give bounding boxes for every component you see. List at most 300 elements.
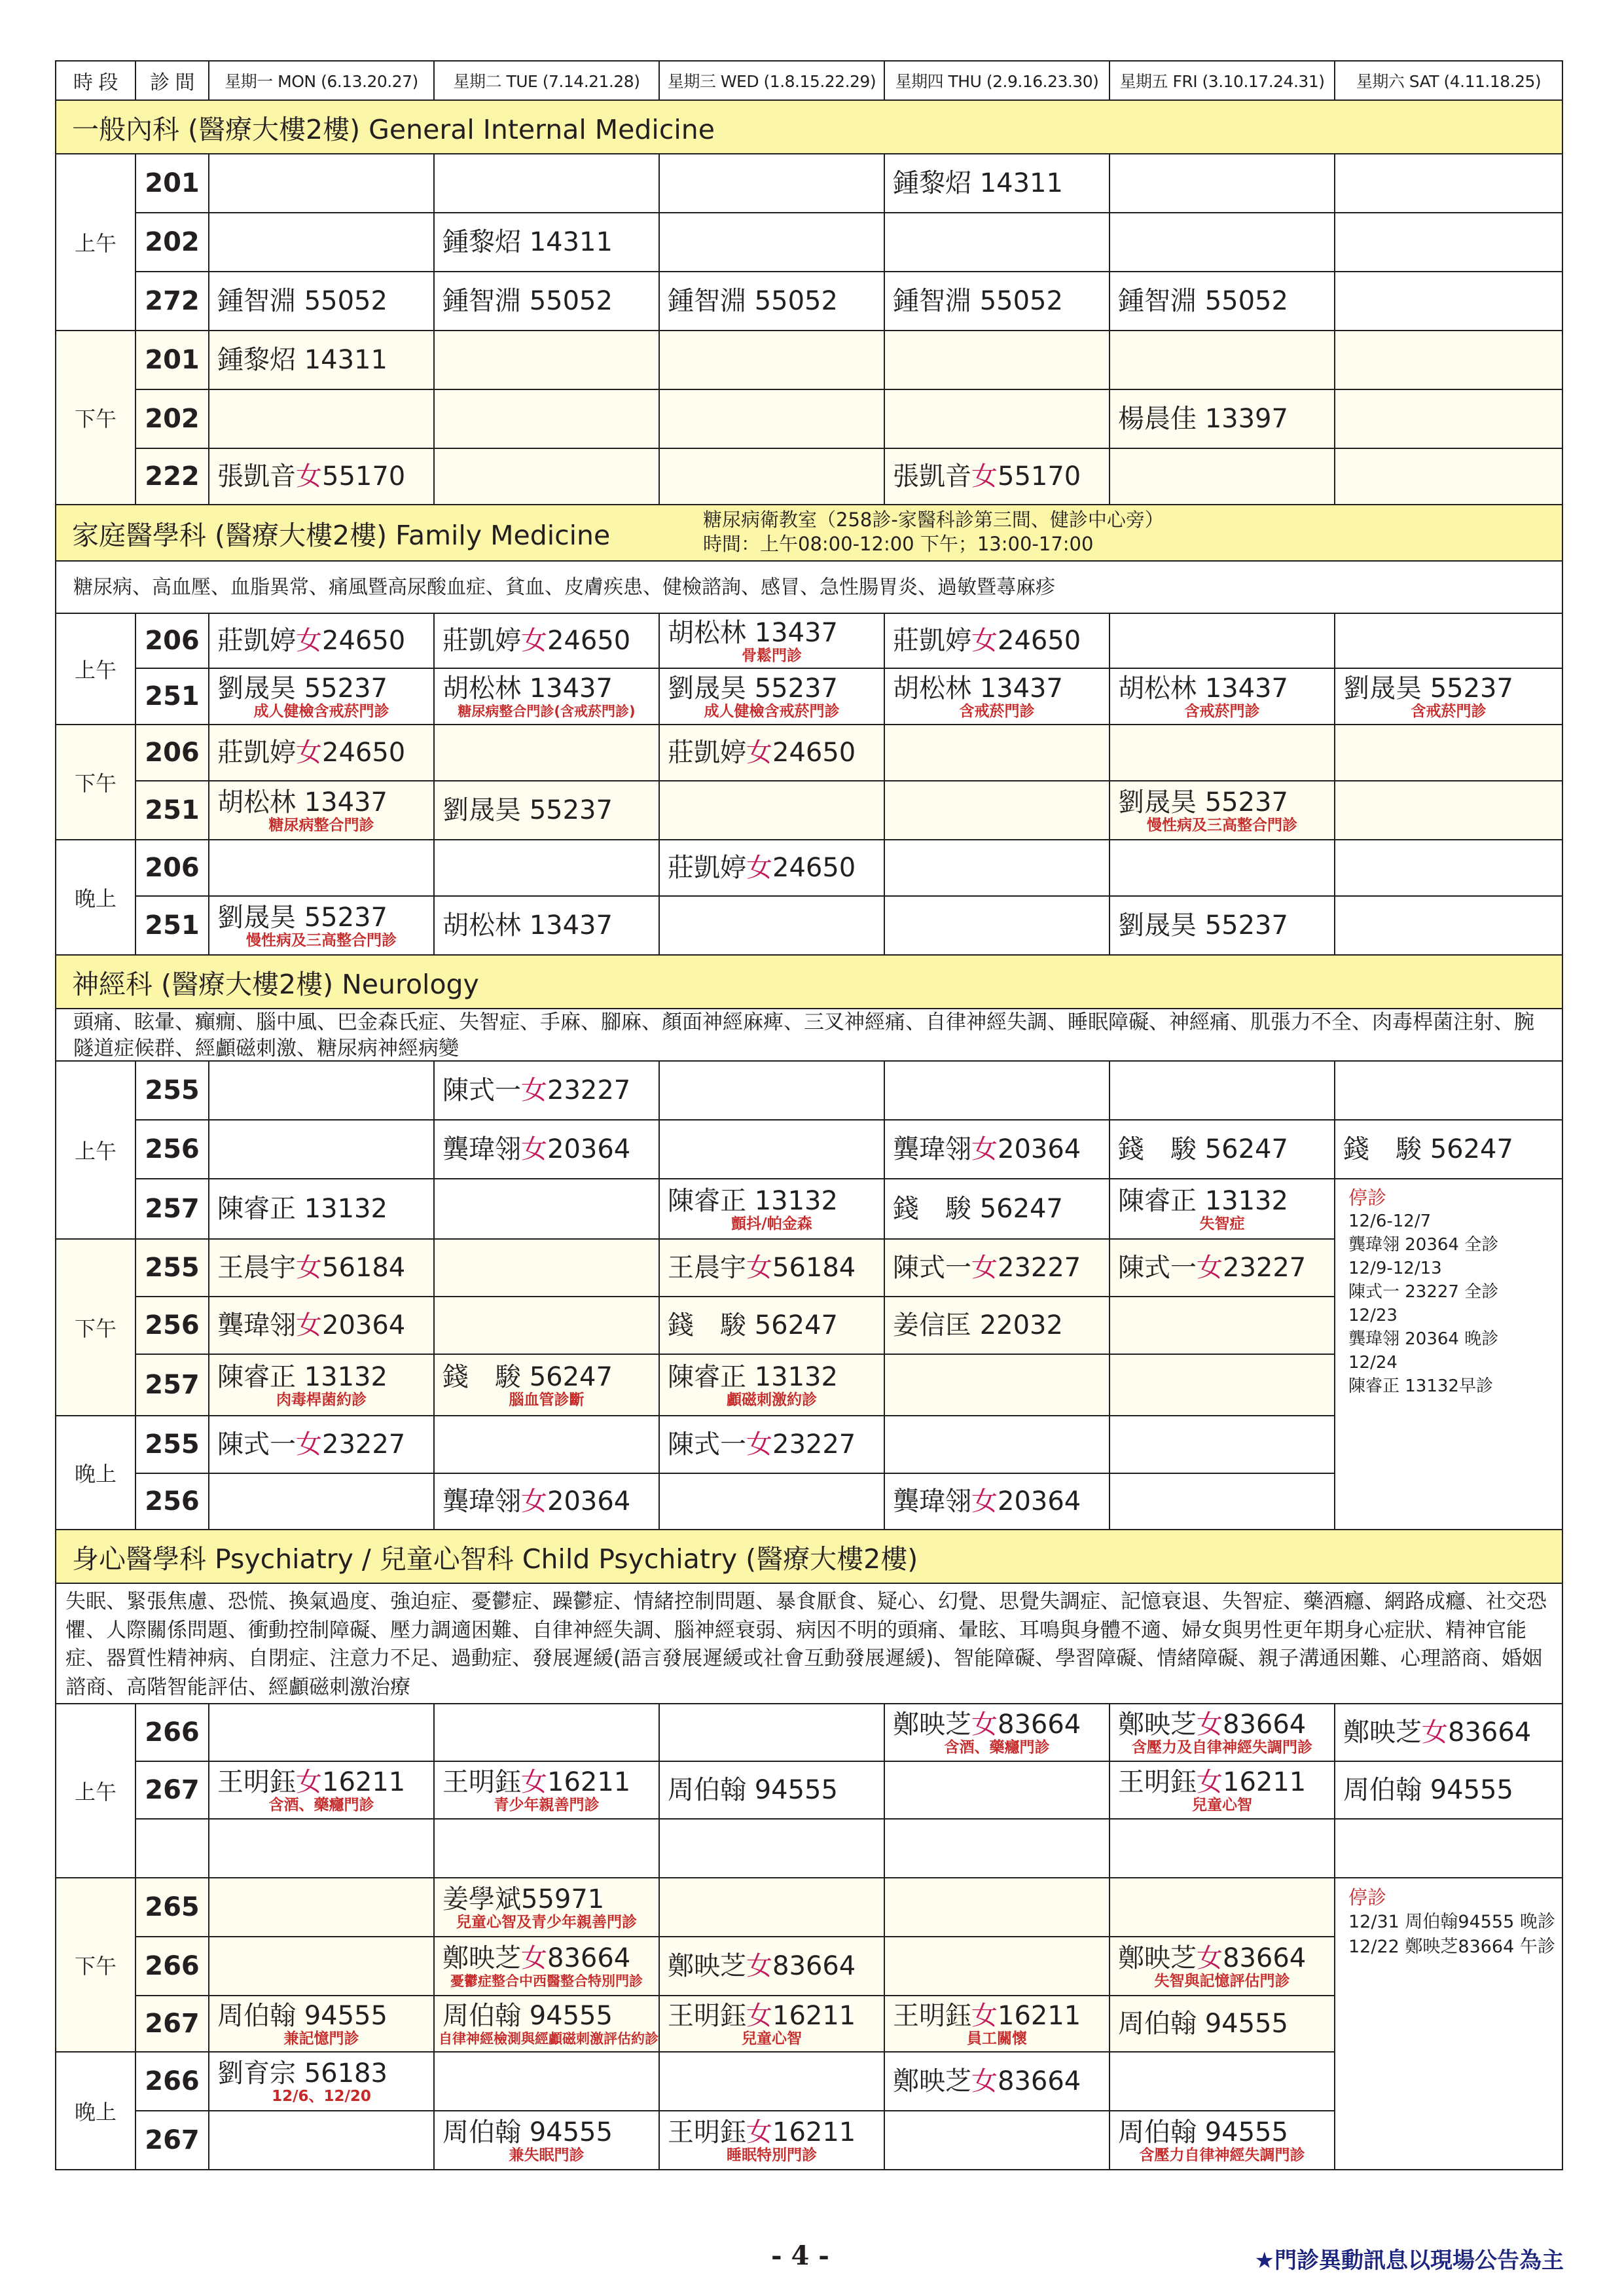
doctor-slot: [660, 1937, 885, 1996]
doctor-name: [442, 286, 659, 316]
doctor-name: [893, 1310, 1109, 1340]
female-marker: 女: [296, 461, 322, 492]
doctor-name: [1118, 1134, 1334, 1164]
doctor-slot: [885, 272, 1110, 331]
doctor-slot: [1110, 897, 1335, 956]
doctor-slot: [660, 2111, 885, 2170]
room-number: 206: [136, 725, 209, 781]
doctor-name-text: 陳式一: [217, 1429, 296, 1460]
doctor-name-text: 陳睿正 13132: [668, 1362, 838, 1392]
section-note: 糖尿病衛教室（258診-家醫科診第三間、健診中心旁） 時間：上午08:00-12:00 下午；13:00-17:00: [703, 509, 1164, 555]
doctor-name-text: 莊凱婷: [217, 738, 296, 768]
doctor-name-text: 姜信匡 22032: [893, 1310, 1063, 1340]
doctor-code: 20364: [322, 1310, 406, 1340]
doctor-code: 83664: [1223, 1710, 1307, 1740]
doctor-name: [668, 2117, 884, 2147]
empty-slot: [1110, 1062, 1335, 1121]
empty-slot: [885, 1416, 1110, 1474]
doctor-slot: [1110, 669, 1335, 725]
doctor-slot: [660, 1297, 885, 1355]
doctor-code: 20364: [998, 1134, 1081, 1164]
doctor-name-text: 張凱音: [217, 461, 296, 492]
doctor-name-text: 莊凱婷: [217, 626, 296, 656]
doctor-slot: [1335, 1704, 1563, 1762]
empty-slot: [1335, 154, 1563, 213]
clinic-subtitle: 兼記憶門診: [283, 2030, 359, 2047]
doctor-name-text: 鄭映芝: [1343, 1717, 1422, 1748]
section-description: 糖尿病、高血壓、血脂異常、痛風暨高尿酸血症、貧血、皮膚疾患、健檢諮詢、感冒、急性腸胃炎、過敏暨蕁麻疹: [55, 562, 1563, 614]
empty-slot: [1335, 614, 1563, 669]
doctor-name-text: 王明鈺: [217, 1767, 296, 1797]
doctor-code: 16211: [322, 1767, 406, 1797]
doctor-name: [217, 673, 433, 704]
section-title-text: 身心醫學科 Psychiatry / 兒童心智科 Child Psychiatry (醫療大樓2樓): [72, 1543, 918, 1575]
female-marker: 女: [971, 461, 998, 492]
doctor-name-text: 劉晟昊 55237: [1118, 910, 1288, 941]
doctor-slot: [435, 213, 660, 272]
empty-slot: [1335, 272, 1563, 331]
doctor-name: [893, 1134, 1109, 1164]
doctor-name: [893, 1486, 1109, 1516]
section-title: [55, 101, 1563, 154]
empty-slot: [435, 154, 660, 213]
doctor-name-text: 劉晟昊 55237: [668, 673, 838, 704]
female-marker: 女: [1197, 1253, 1223, 1283]
doctor-name: [442, 1767, 659, 1797]
doctor-name: [893, 461, 1109, 492]
doctor-code: 24650: [322, 626, 406, 656]
female-marker: 女: [521, 626, 547, 656]
doctor-name-text: 莊凱婷: [668, 853, 746, 883]
doctor-name: [668, 1310, 884, 1340]
doctor-slot: [209, 1179, 435, 1240]
doctor-name-text: 鄭映芝: [668, 1951, 746, 1981]
clinic-subtitle: 顫抖/帕金森: [731, 1215, 812, 1232]
female-marker: 女: [971, 1134, 998, 1164]
empty-slot: [209, 213, 435, 272]
doctor-name-text: 陳式一: [668, 1429, 746, 1460]
period-label: 晚上: [55, 1416, 136, 1530]
empty-slot: [1110, 213, 1335, 272]
room-number: 255: [136, 1416, 209, 1474]
doctor-code: 55170: [322, 461, 406, 492]
doctor-name-text: 莊凱婷: [668, 738, 746, 768]
cancellation-note-body: [1348, 1885, 1555, 1960]
empty-slot: [660, 897, 885, 956]
room-number: 251: [136, 897, 209, 956]
empty-slot: [885, 840, 1110, 897]
female-marker: 女: [296, 1429, 322, 1460]
room-number: 266: [136, 1937, 209, 1996]
doctor-name: [442, 227, 659, 257]
doctor-code: 56184: [322, 1253, 406, 1283]
doctor-slot: [209, 781, 435, 840]
empty-slot: [1335, 840, 1563, 897]
clinic-subtitle: 含戒菸門診: [1411, 703, 1487, 720]
female-marker: 女: [746, 1951, 772, 1981]
header-day: 星期六 SAT (4.11.18.25): [1335, 60, 1563, 101]
clinic-subtitle: 12/6、12/20: [272, 2088, 371, 2105]
doctor-slot: [209, 725, 435, 781]
doctor-name-text: 龔瑋翎: [217, 1310, 296, 1340]
cancellation-title: 停診: [1348, 1187, 1387, 1209]
doctor-name-text: 錢 駿 56247: [1118, 1134, 1288, 1164]
doctor-slot: [1110, 390, 1335, 449]
header-day: 星期二 TUE (7.14.21.28): [435, 60, 660, 101]
doctor-name: [217, 903, 433, 933]
doctor-slot: [209, 1355, 435, 1416]
doctor-name: [1118, 404, 1334, 434]
empty-slot: [660, 1474, 885, 1530]
female-marker: 女: [521, 1943, 547, 1973]
doctor-name: [217, 2001, 433, 2031]
doctor-name-text: 鄭映芝: [1118, 1710, 1197, 1740]
doctor-code: 55170: [998, 461, 1081, 492]
header-period: 時 段: [55, 60, 136, 101]
doctor-name: [217, 1253, 433, 1283]
empty-slot: [885, 1762, 1110, 1820]
room-number: 256: [136, 1474, 209, 1530]
clinic-subtitle: 含酒、藥癮門診: [268, 1797, 374, 1814]
doctor-name-text: 陳睿正 13132: [1118, 1186, 1288, 1216]
empty-slot: [885, 1062, 1110, 1121]
doctor-code: 20364: [998, 1486, 1081, 1516]
female-marker: 女: [971, 1486, 998, 1516]
female-marker: 女: [746, 1253, 772, 1283]
empty-slot: [1110, 1878, 1335, 1937]
doctor-name: [1343, 1775, 1562, 1805]
doctor-slot: [1110, 1179, 1335, 1240]
doctor-code: 23227: [322, 1429, 406, 1460]
doctor-slot: [1110, 1704, 1335, 1762]
room-number: 202: [136, 213, 209, 272]
doctor-name-text: 陳睿正 13132: [217, 1362, 388, 1392]
doctor-slot: [435, 1062, 660, 1121]
clinic-subtitle: 腦血管診斷: [509, 1391, 585, 1408]
clinic-subtitle: 糖尿病整合門診(含戒菸門診): [458, 704, 636, 719]
doctor-slot: [885, 2053, 1110, 2111]
doctor-slot: [1335, 1121, 1563, 1179]
empty-slot: [435, 390, 660, 449]
doctor-name: [668, 673, 884, 704]
doctor-name: [668, 853, 884, 883]
doctor-slot: [209, 2053, 435, 2111]
section-description: 失眠、緊張焦慮、恐慌、換氣過度、強迫症、憂鬱症、躁鬱症、情緒控制問題、暴食厭食、疑心、幻覺、思覺失調症、記憶衰退、失智症、藥酒癮、網路成癮、社交恐懼、人際關係問題、衝動控制障礙、壓力調適困難、自律神經失調、腦神經衰弱、病因不明的頭痛、暈眩、耳鳴與身體不適、婦女與男性更年期身心症狀、精神官能症、器質性精神病、自閉症、注意力不足、過動症、發展遲緩(語言發展遲緩或社會互動發展遲緩)、智能障礙、學習障礙、情緒障礙、親子溝通困難、心理諮商、婚姻諮商、高階智能評估、經顱磁刺激治療: [55, 1584, 1563, 1704]
doctor-name: [217, 1310, 433, 1340]
female-marker: 女: [296, 1253, 322, 1283]
doctor-name: [442, 1362, 659, 1392]
empty-slot: [1110, 725, 1335, 781]
empty-slot: [660, 2053, 885, 2111]
empty-slot: [885, 1820, 1110, 1878]
empty-slot: [1110, 154, 1335, 213]
doctor-name: [668, 1429, 884, 1460]
doctor-name-text: 周伯翰 94555: [442, 2117, 613, 2147]
clinic-subtitle: 失智症: [1199, 1215, 1245, 1232]
room-number: 256: [136, 1297, 209, 1355]
clinic-subtitle: 兒童心智: [1192, 1797, 1252, 1814]
doctor-slot: [209, 1416, 435, 1474]
empty-slot: [885, 2111, 1110, 2170]
doctor-name-text: 鄭映芝: [893, 1710, 971, 1740]
doctor-name: [668, 618, 884, 648]
header-room: 診 間: [136, 60, 209, 101]
room-number: 256: [136, 1121, 209, 1179]
empty-slot: [1110, 614, 1335, 669]
room-number: 266: [136, 1704, 209, 1762]
room-number: 201: [136, 331, 209, 390]
empty-slot: [660, 213, 885, 272]
doctor-name: [1118, 2117, 1334, 2147]
doctor-name: [893, 1253, 1109, 1283]
period-label: 晚上: [55, 2053, 136, 2170]
doctor-slot: [1110, 781, 1335, 840]
doctor-name: [668, 2001, 884, 2031]
empty-slot: [660, 154, 885, 213]
clinic-subtitle: 兼失眠門診: [509, 2147, 585, 2164]
doctor-name: [217, 1362, 433, 1392]
empty-slot: [1110, 1416, 1335, 1474]
doctor-name-text: 周伯翰 94555: [1343, 1775, 1513, 1805]
female-marker: 女: [1197, 1710, 1223, 1740]
room-number: 267: [136, 2111, 209, 2170]
cancellation-note-body: [1348, 1186, 1498, 1398]
doctor-name: [442, 910, 659, 941]
doctor-name-text: 陳式一: [893, 1253, 971, 1283]
doctor-code: 16211: [772, 2001, 856, 2031]
doctor-name: [1118, 673, 1334, 704]
doctor-name-text: 周伯翰 94555: [442, 2001, 613, 2031]
empty-slot: [1110, 1355, 1335, 1416]
room-number: 222: [136, 449, 209, 505]
period-label: 上午: [55, 614, 136, 725]
doctor-slot: [885, 1996, 1110, 2053]
empty-slot: [885, 725, 1110, 781]
female-marker: 女: [746, 1429, 772, 1460]
room-number: 266: [136, 2053, 209, 2111]
doctor-name: [668, 286, 884, 316]
doctor-code: 83664: [772, 1951, 856, 1981]
empty-slot: [209, 154, 435, 213]
doctor-slot: [1110, 1996, 1335, 2053]
period-label: 上午: [55, 1062, 136, 1240]
clinic-subtitle: 青少年親善門診: [494, 1797, 600, 1814]
doctor-slot: [435, 669, 660, 725]
empty-slot: [435, 1297, 660, 1355]
empty-slot: [660, 1121, 885, 1179]
female-marker: 女: [1422, 1717, 1448, 1748]
doctor-name: [217, 1429, 433, 1460]
doctor-name-text: 陳式一: [1118, 1253, 1197, 1283]
doctor-name: [1118, 1767, 1334, 1797]
empty-slot: [1335, 449, 1563, 505]
doctor-name-text: 鍾智淵 55052: [893, 286, 1063, 316]
section-title-text: 神經科 (醫療大樓2樓) Neurology: [72, 968, 479, 1000]
doctor-name: [1118, 787, 1334, 817]
empty-slot: [1335, 390, 1563, 449]
clinic-subtitle: 含壓力及自律神經失調門診: [1132, 1739, 1312, 1756]
doctor-slot: [435, 1937, 660, 1996]
doctor-slot: [660, 1240, 885, 1297]
female-marker: 女: [521, 1134, 547, 1164]
empty-slot: [885, 390, 1110, 449]
doctor-slot: [435, 1878, 660, 1937]
empty-slot: [209, 1121, 435, 1179]
period-label: 晚上: [55, 840, 136, 956]
female-marker: 女: [746, 738, 772, 768]
doctor-slot: [1110, 1121, 1335, 1179]
doctor-name-text: 鄭映芝: [442, 1943, 521, 1973]
doctor-name: [668, 1362, 884, 1392]
female-marker: 女: [746, 2117, 772, 2147]
doctor-name: [217, 1194, 433, 1224]
doctor-name-text: 錢 駿 56247: [668, 1310, 838, 1340]
doctor-slot: [209, 449, 435, 505]
empty-slot: [660, 331, 885, 390]
room-number: 206: [136, 840, 209, 897]
female-marker: 女: [746, 853, 772, 883]
clinic-subtitle: 含壓力自律神經失調門診: [1139, 2147, 1305, 2164]
doctor-name-text: 鄭映芝: [1118, 1943, 1197, 1973]
doctor-code: 16211: [547, 1767, 631, 1797]
doctor-code: 16211: [998, 2001, 1081, 2031]
empty-slot: [885, 1937, 1110, 1996]
doctor-slot: [660, 1179, 885, 1240]
doctor-name: [893, 1710, 1109, 1740]
doctor-name: [668, 1186, 884, 1216]
doctor-slot: [209, 897, 435, 956]
doctor-slot: [209, 331, 435, 390]
empty-slot: [435, 1704, 660, 1762]
doctor-name-text: 張凱音: [893, 461, 971, 492]
section-title: [55, 505, 1563, 562]
period-label: 下午: [55, 1240, 136, 1416]
empty-slot: [209, 840, 435, 897]
empty-slot: [1335, 897, 1563, 956]
doctor-name-text: 鍾智淵 55052: [1118, 286, 1288, 316]
period-label: 上午: [55, 154, 136, 331]
doctor-code: 23227: [998, 1253, 1081, 1283]
doctor-name-text: 陳睿正 13132: [217, 1194, 388, 1224]
doctor-name: [1118, 2009, 1334, 2039]
doctor-name: [217, 738, 433, 768]
doctor-name-text: 龔瑋翎: [893, 1134, 971, 1164]
doctor-name-text: 王明鈺: [668, 2117, 746, 2147]
doctor-name-text: 王明鈺: [893, 2001, 971, 2031]
cancellation-title: 停診: [1348, 1886, 1387, 1909]
female-marker: 女: [296, 738, 322, 768]
doctor-name-text: 王明鈺: [442, 1767, 521, 1797]
page-number: - 4 -: [771, 2240, 829, 2271]
female-marker: 女: [971, 2066, 998, 2096]
doctor-name: [893, 626, 1109, 656]
doctor-name: [1118, 910, 1334, 941]
header-day: 星期一 MON (6.13.20.27): [209, 60, 435, 101]
doctor-slot: [435, 1996, 660, 2053]
room-number: 251: [136, 781, 209, 840]
empty-slot: [435, 449, 660, 505]
doctor-code: 23227: [547, 1075, 631, 1105]
doctor-slot: [660, 1996, 885, 2053]
doctor-name: [442, 2001, 659, 2031]
empty-slot: [209, 1820, 435, 1878]
doctor-slot: [885, 669, 1110, 725]
doctor-slot: [660, 1416, 885, 1474]
schedule-table: [55, 60, 1563, 2237]
clinic-subtitle: 睡眠特別門診: [727, 2147, 817, 2164]
doctor-name: [442, 626, 659, 656]
doctor-name-text: 錢 駿 56247: [1343, 1134, 1513, 1164]
doctor-code: 24650: [772, 853, 856, 883]
doctor-name: [893, 673, 1109, 704]
empty-slot: [1110, 331, 1335, 390]
empty-slot: [660, 390, 885, 449]
doctor-name: [1118, 286, 1334, 316]
clinic-subtitle: 肉毒桿菌約診: [276, 1391, 367, 1408]
doctor-name-text: 龔瑋翎: [893, 1486, 971, 1516]
doctor-name-text: 陳睿正 13132: [668, 1186, 838, 1216]
doctor-slot: [660, 1355, 885, 1416]
clinic-subtitle: 顱磁刺激約診: [727, 1391, 817, 1408]
cancellation-note: [1335, 1179, 1563, 1530]
empty-slot: [209, 390, 435, 449]
doctor-slot: [1110, 1240, 1335, 1297]
doctor-name-text: 周伯翰 94555: [217, 2001, 388, 2031]
empty-slot: [1335, 1062, 1563, 1121]
doctor-name: [893, 2001, 1109, 2031]
doctor-name-text: 龔瑋翎: [442, 1134, 521, 1164]
doctor-name-text: 胡松林 13437: [442, 673, 613, 704]
doctor-name-text: 王明鈺: [668, 2001, 746, 2031]
doctor-slot: [660, 614, 885, 669]
doctor-code: 83664: [547, 1943, 631, 1973]
female-marker: 女: [971, 2001, 998, 2031]
doctor-slot: [435, 2111, 660, 2170]
clinic-subtitle: 兒童心智及青少年親善門診: [456, 1914, 637, 1931]
doctor-name: [893, 286, 1109, 316]
doctor-code: 16211: [772, 2117, 856, 2147]
doctor-name: [217, 345, 433, 375]
empty-slot: [435, 1820, 660, 1878]
doctor-slot: [660, 725, 885, 781]
empty-slot: [435, 1179, 660, 1240]
female-marker: 女: [746, 2001, 772, 2031]
empty-slot: [1110, 840, 1335, 897]
doctor-code: 83664: [1448, 1717, 1532, 1748]
doctor-name: [1118, 1710, 1334, 1740]
doctor-slot: [1110, 1762, 1335, 1820]
empty-slot: [435, 1240, 660, 1297]
doctor-code: 23227: [772, 1429, 856, 1460]
empty-slot: [885, 213, 1110, 272]
doctor-name-text: 鍾智淵 55052: [668, 286, 838, 316]
doctor-name-text: 劉晟昊 55237: [1343, 673, 1513, 704]
doctor-slot: [885, 1474, 1110, 1530]
doctor-name-text: 莊凱婷: [442, 626, 521, 656]
empty-slot: [660, 1820, 885, 1878]
doctor-code: 83664: [998, 2066, 1081, 2096]
section-title-text: 家庭醫學科 (醫療大樓2樓) Family Medicine: [72, 519, 611, 551]
empty-slot: [660, 1062, 885, 1121]
doctor-slot: [1110, 272, 1335, 331]
doctor-name-text: 胡松林 13437: [893, 673, 1063, 704]
doctor-name: [217, 787, 433, 817]
period-label: 上午: [55, 1704, 136, 1878]
doctor-slot: [1110, 1937, 1335, 1996]
empty-slot: [660, 449, 885, 505]
doctor-slot: [885, 1704, 1110, 1762]
clinic-subtitle: 含酒、藥癮門診: [944, 1739, 1050, 1756]
